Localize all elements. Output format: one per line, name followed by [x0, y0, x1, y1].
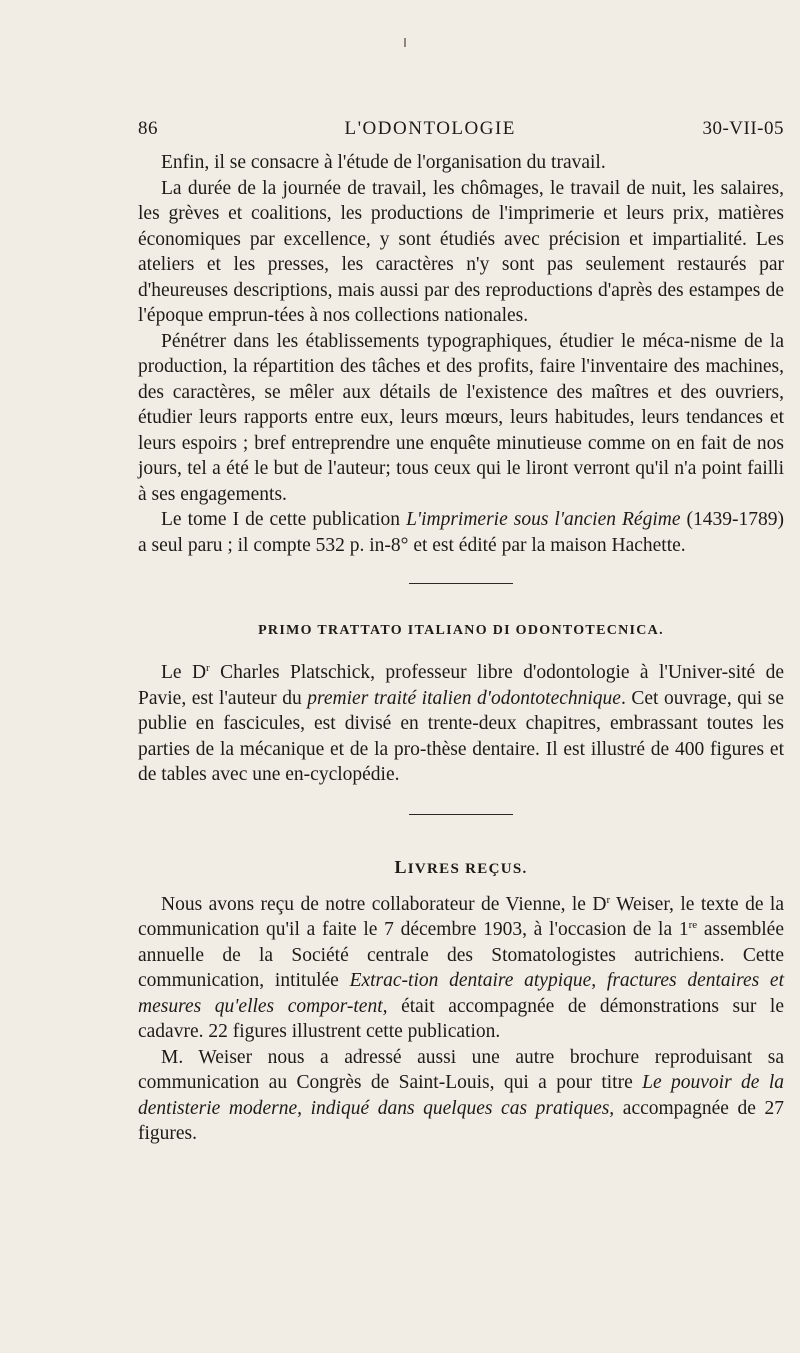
text: accompagnée de 27 figures. — [138, 1097, 784, 1144]
running-head — [138, 118, 784, 148]
brochure-title: Le pouvoir de la dentisterie moderne, indiqué dans quelques cas pratiques, — [138, 1072, 784, 1119]
intro-paragraph-3: Pénétrer dans les établissements typographiques, étudier le méca-nisme de la production, la répartition des tâches et des profits, faire l'inventaire des machines, des caractères, se mêler aux détails de l'existence des maîtres et des ouvriers, étudier leurs rapports entre eux, leurs mœurs, leurs habitudes, leurs tendances et leurs espoirs ; bref entreprendre une enquête minutieuse comme on en fait de nos jours, tel a été le but de l'auteur; tous ceux qui le liront verront qu'il n'a point failli à ses engagements. — [138, 330, 784, 505]
text: était accompagnée de démonstrations sur le cadavre. 22 figures illustrent cette publication. — [138, 995, 785, 1042]
communication-title: Extrac-tion dentaire atypique, fractures dentaires et mesures qu'elles compor-tent, — [138, 970, 785, 1017]
odontotecnica-paragraph — [138, 660, 784, 788]
superscript: re — [688, 919, 698, 931]
book-title: premier traité italien d'odontotechnique — [307, 687, 621, 709]
text: Le tome I de cette publication — [161, 509, 407, 530]
livres-paragraph-2 — [138, 1045, 784, 1147]
text: M. Weiser nous a adressé aussi une autre brochure reproduisant sa communication au Congrès de Saint-Louis, qui a pour titre — [138, 1046, 784, 1093]
superscript: r — [206, 662, 210, 674]
title-rest: IVRES REÇUS. — [407, 860, 528, 877]
page-number: 86 — [138, 118, 158, 139]
intro-paragraph-1: Enfin, il se consacre à l'étude de l'organisation du travail. — [161, 152, 606, 173]
section-divider — [409, 583, 513, 584]
paper-mark — [404, 38, 406, 47]
text: assemblée annuelle de la Société centrale des Stomatologistes autrichiens. Cette communication, intitulée — [138, 919, 784, 991]
issue-date: 30-VII-05 — [702, 118, 784, 139]
journal-title: L'ODONTOLOGIE — [344, 118, 516, 139]
title-initial: L — [394, 856, 408, 877]
livres-paragraph-1 — [138, 892, 784, 1045]
section-title-odontotecnica: PRIMO TRATTATO ITALIANO DI ODONTOTECNICA. — [258, 623, 664, 638]
text: Le D — [161, 662, 207, 683]
section-divider — [409, 814, 513, 815]
text: . Cet ouvrage, qui se publie en fascicules, est divisé en trente-deux chapitres, embrassant toutes les parties de la mécanique et de la pro-thèse dentaire. Il est illustré de 400 figures et de tables avec une en-cyclopédie. — [138, 687, 785, 785]
intro-paragraph-2: La durée de la journée de travail, les chômages, le travail de nuit, les salaires, les grèves et coalitions, les productions de l'imprimerie et leurs prix, matières économiques par excellence, y sont étudiés avec précision et impartialité. Les ateliers et les presses, les caractères n'y sont pas seulement restaurés par d'heureuses descriptions, mais aussi par des reproductions d'après des estampes de l'époque emprun-tées à nos collections nationales. — [138, 177, 784, 326]
section-title-livres-recus — [138, 857, 784, 878]
text: Nous avons reçu de notre collaborateur de Vienne, le D — [161, 893, 607, 915]
text: (1439-1789) a seul paru ; il compte 532 p. in-8° et est édité par la maison Hachette. — [138, 509, 784, 556]
book-title: L'imprimerie sous l'ancien Régime — [406, 509, 681, 530]
intro-paragraph-4 — [138, 507, 784, 558]
text: Charles Platschick, professeur libre d'odontologie à l'Univer-sité de Pavie, est l'auteur du — [138, 662, 784, 709]
superscript: r — [606, 893, 611, 906]
page — [138, 118, 784, 1147]
text: Weiser, le texte de la communication qu'il a faite le 7 décembre 1903, à l'occasion de la 1 — [138, 893, 785, 940]
